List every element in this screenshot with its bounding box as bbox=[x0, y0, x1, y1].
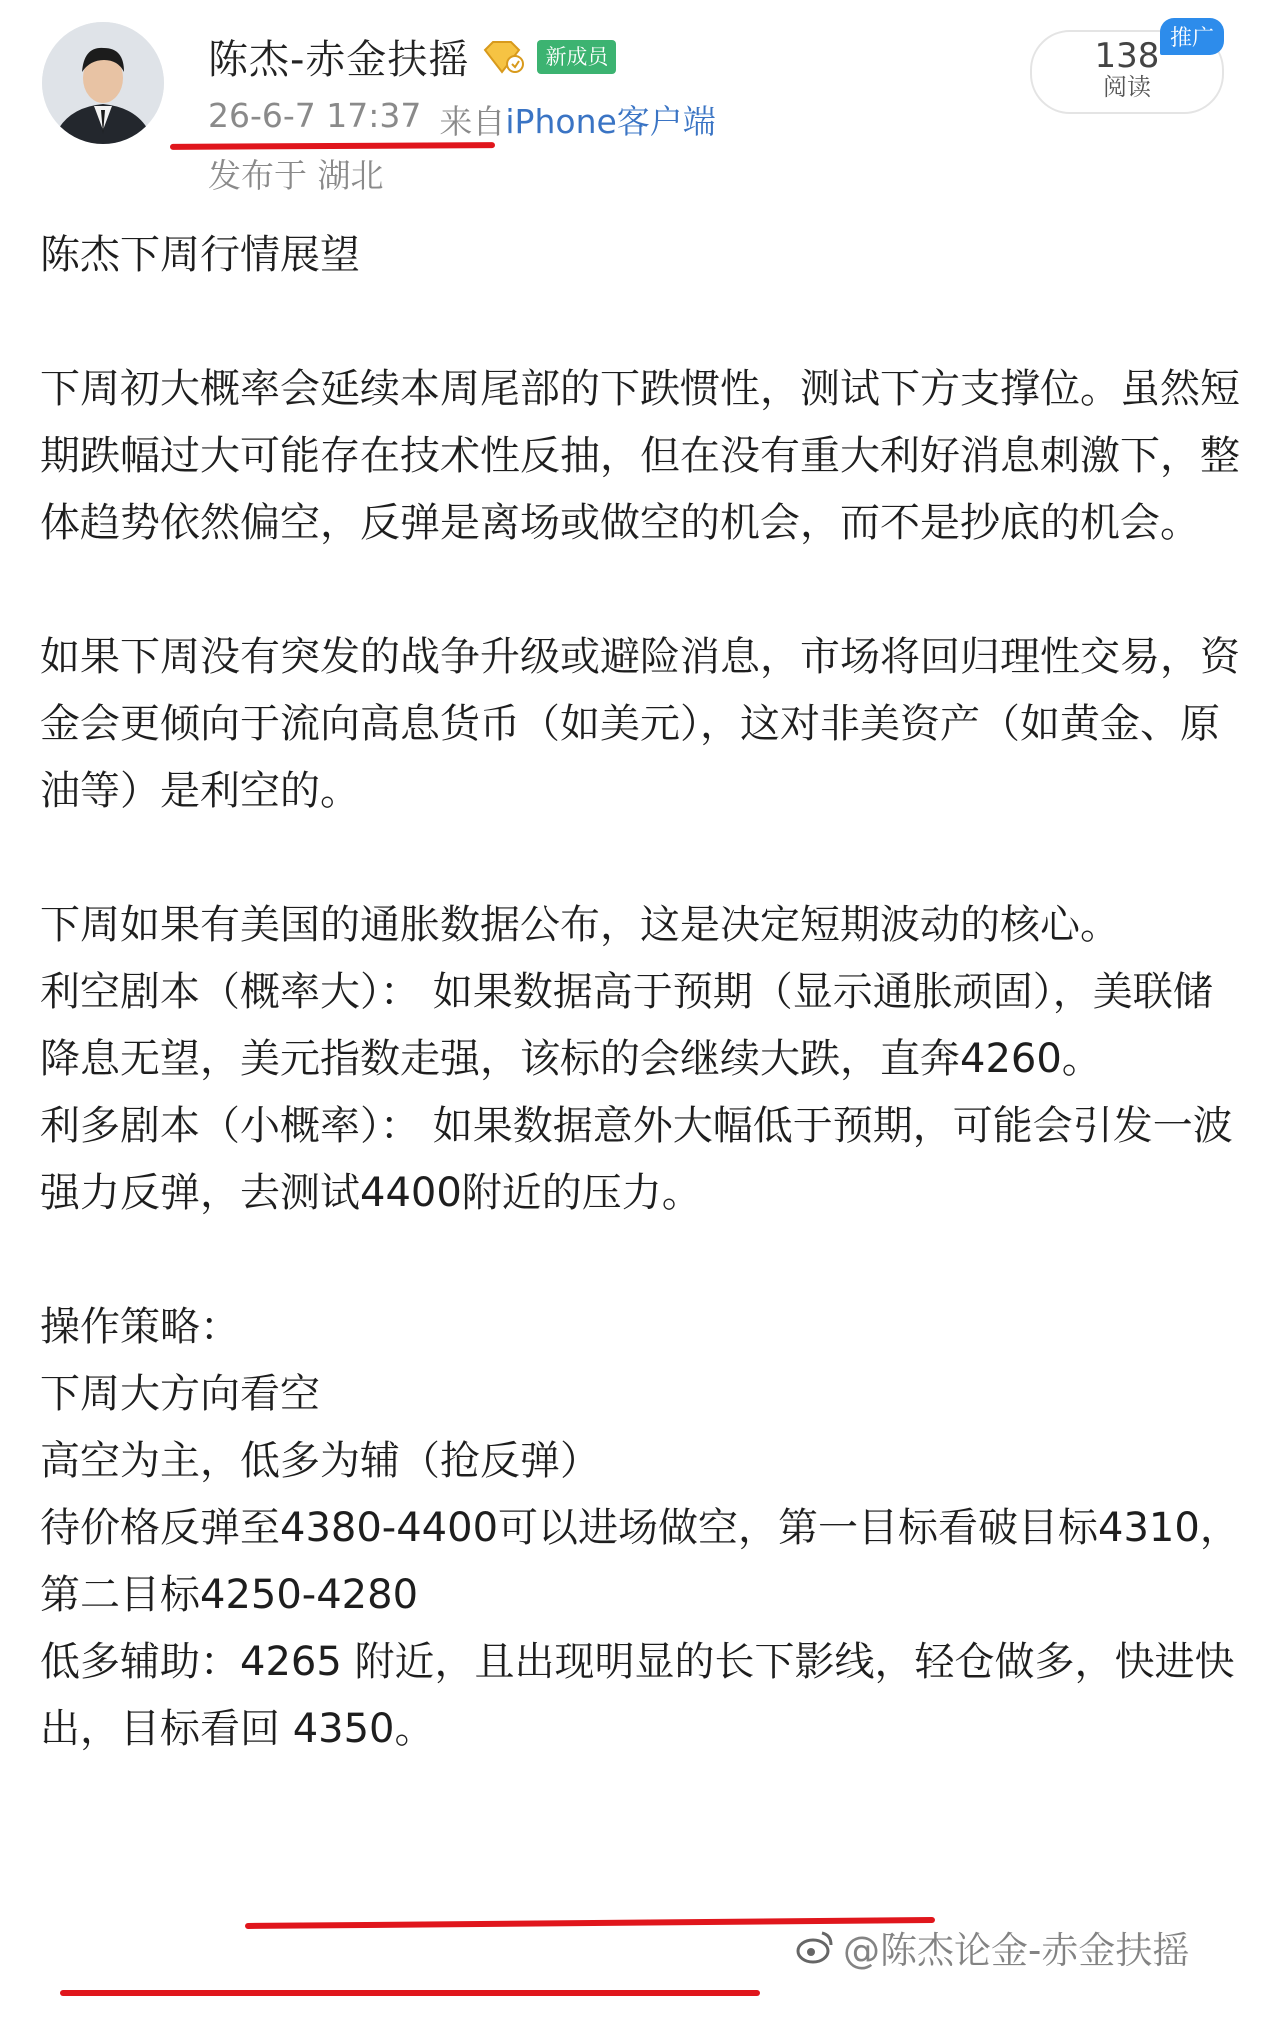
promo-badge[interactable]: 推广 bbox=[1160, 18, 1224, 55]
weibo-logo-icon bbox=[795, 1927, 835, 1967]
red-underline-annotation bbox=[60, 1990, 760, 1996]
post-header bbox=[0, 0, 1280, 200]
scenario-intro: 下周如果有美国的通胀数据公布，这是决定短期波动的核心。 bbox=[40, 902, 1120, 948]
timestamp: 26-6-7 17:37 bbox=[208, 96, 422, 135]
avatar[interactable] bbox=[42, 22, 164, 144]
strategy-line: 下周大方向看空 bbox=[40, 1371, 320, 1417]
post-location: 发布于 湖北 bbox=[208, 156, 384, 195]
strategy-line: 高空为主，低多为辅（抢反弹） bbox=[40, 1438, 600, 1484]
red-underline-annotation bbox=[170, 142, 495, 150]
author-name[interactable]: 陈杰-赤金扶摇 bbox=[208, 37, 470, 83]
watermark bbox=[795, 1920, 1189, 1974]
paragraph-market: 如果下周没有突发的战争升级或避险消息，市场将回归理性交易，资金会更倾向于流向高息货币（如美元），这对非美资产（如黄金、原油等）是利空的。 bbox=[40, 634, 1240, 814]
strategy-line: 低多辅助：4265 附近，且出现明显的长下影线，轻仓做多，快进快出，目标看回 4350。 bbox=[40, 1639, 1235, 1752]
watermark-text: @陈杰论金-赤金扶摇 bbox=[843, 1929, 1190, 1972]
bear-case: 利空剧本（概率大）： 如果数据高于预期（显示通胀顽固），美联储降息无望，美元指数走强，该标的会继续大跌，直奔4260。 bbox=[40, 969, 1213, 1082]
post-body bbox=[40, 222, 1250, 1763]
strategy-title: 操作策略： bbox=[40, 1304, 240, 1350]
paragraph-outlook: 下周初大概率会延续本周尾部的下跌惯性，测试下方支撑位。虽然短期跌幅过大可能存在技术性反抽，但在没有重大利好消息刺激下，整体趋势依然偏空，反弹是离场或做空的机会，而不是抄底的机会。 bbox=[40, 366, 1240, 546]
post-title: 陈杰下周行情展望 bbox=[40, 232, 360, 278]
diamond-vip-icon bbox=[481, 40, 525, 74]
author-row bbox=[208, 28, 616, 85]
bull-case: 利多剧本（小概率）： 如果数据意外大幅低于预期，可能会引发一波强力反弹，去测试4400附近的压力。 bbox=[40, 1103, 1233, 1216]
post-meta bbox=[208, 96, 716, 143]
strategy-line: 待价格反弹至4380-4400可以进场做空，第一目标看破目标4310，第二目标4250-4280 bbox=[40, 1505, 1240, 1618]
source-prefix: 来自 bbox=[439, 102, 506, 141]
member-badge: 新成员 bbox=[537, 40, 616, 74]
post-source bbox=[439, 96, 715, 143]
read-count: 138 bbox=[1094, 36, 1160, 76]
source-client[interactable]: iPhone客户端 bbox=[505, 102, 716, 141]
read-label: 阅读 bbox=[1103, 73, 1151, 101]
